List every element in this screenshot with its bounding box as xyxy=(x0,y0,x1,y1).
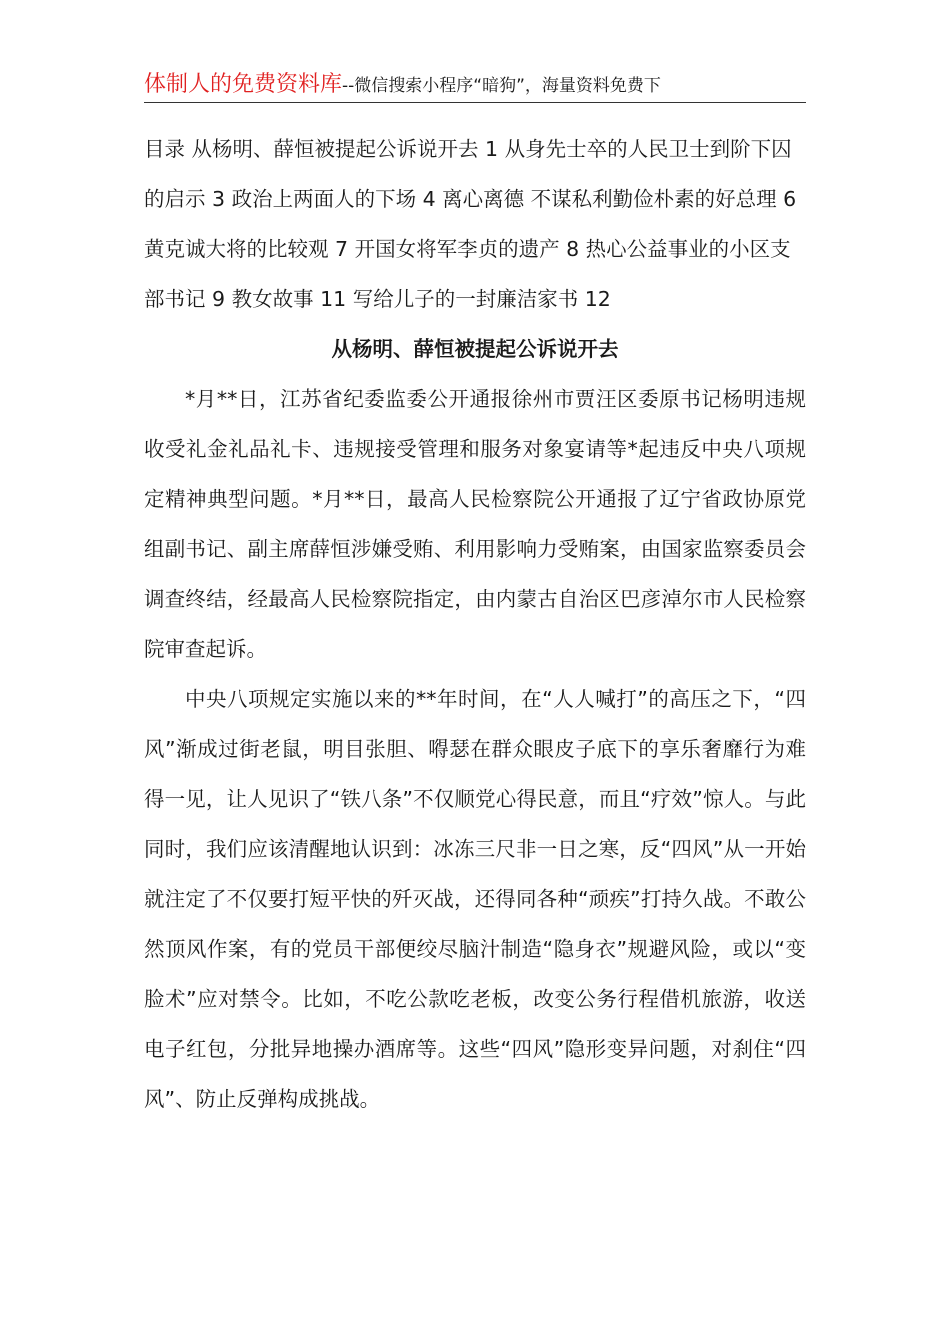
document-body xyxy=(144,124,806,1124)
paragraph: *月**日，江苏省纪委监委公开通报徐州市贾汪区委原书记杨明违规收受礼金礼品礼卡、违规接受管理和服务对象宴请等*起违反中央八项规定精神典型问题。*月**日，最高人民检察院公开通报了辽宁省政协原党组副书记、副主席薛恒涉嫌受贿、利用影响力受贿案，由国家监察委员会调查终结，经最高人民检察院指定，由内蒙古自治区巴彦淖尔市人民检察院审查起诉。 xyxy=(144,387,806,661)
section-title: 从杨明、薛恒被提起公诉说开去 xyxy=(331,337,619,361)
table-of-contents: 目录 从杨明、薛恒被提起公诉说开去 1 从身先士卒的人民卫士到阶下囚的启示 3 政治上两面人的下场 4 离心离德 不谋私利勤俭朴素的好总理 6 黄克诚大将的比较观 7 开国女将军李贞的遗产 8 热心公益事业的小区支部书记 9 教女故事 11 写给儿子的一封廉洁家书 12 xyxy=(144,137,797,311)
header-brand: 体制人的免费资料库 xyxy=(144,72,343,97)
page-header xyxy=(144,70,806,103)
paragraph: 中央八项规定实施以来的**年时间，在“人人喊打”的高压之下，“四风”渐成过街老鼠，明目张胆、嘚瑟在群众眼皮子底下的享乐奢靡行为难得一见，让人见识了“铁八条”不仅顺党心得民意，而且“疗效”惊人。与此同时，我们应该清醒地认识到：冰冻三尺非一日之寒，反“四风”从一开始就注定了不仅要打短平快的歼灭战，还得同各种“顽疾”打持久战。不敢公然顶风作案，有的党员干部便绞尽脑汁制造“隐身衣”规避风险，或以“变脸术”应对禁令。比如，不吃公款吃老板，改变公务行程借机旅游，收送电子红包，分批异地操办酒席等。这些“四风”隐形变异问题，对刹住“四风”、防止反弹构成挑战。 xyxy=(144,687,806,1111)
header-subtitle: --微信搜索小程序“暗狗”，海量资料免费下 xyxy=(342,76,661,96)
